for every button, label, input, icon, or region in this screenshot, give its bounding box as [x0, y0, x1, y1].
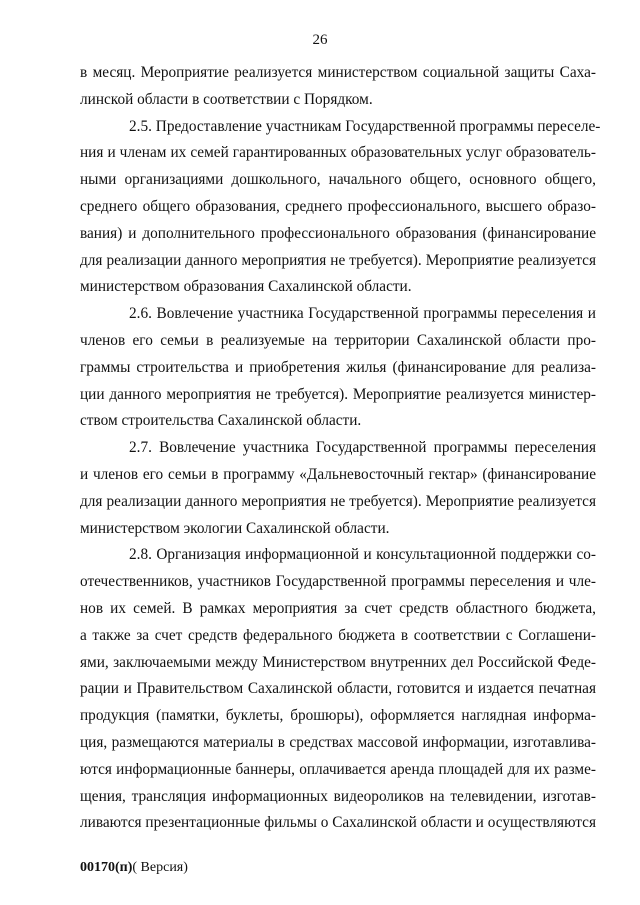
- text-line: ются информационные баннеры, оплачивается аренда площадей для их разме-: [80, 760, 596, 778]
- text-line: продукция (памятки, буклеты, брошюры), оформляется наглядная информа-: [80, 707, 596, 725]
- text-line: нов их семей. В рамках мероприятия за счет средств областного бюджета,: [80, 599, 596, 617]
- document-body: [80, 60, 601, 837]
- text-line: в месяц. Мероприятие реализуется министерством социальной защиты Саха-: [80, 64, 596, 81]
- text-line: 2.6. Вовлечение участника Государственной программы переселения и: [129, 305, 596, 323]
- text-line: рации и Правительством Сахалинской области, готовится и издается печатная: [80, 680, 596, 698]
- text-line: ливаются презентационные фильмы о Сахалинской области и осуществляются: [80, 814, 596, 832]
- text-line: отечественников, участников Государственной программы переселения и чле-: [80, 573, 596, 591]
- page-number: 26: [312, 32, 328, 48]
- document-footer: [80, 859, 188, 877]
- text-line: министерством экологии Сахалинской области.: [80, 519, 390, 537]
- text-line: 2.7. Вовлечение участника Государственной программы переселения: [129, 439, 596, 457]
- text-line: и членов его семьи в программу «Дальневосточный гектар» (финансирование: [80, 465, 596, 483]
- text-line: для реализации данного мероприятия не требуется). Мероприятие реализуется: [80, 251, 596, 269]
- text-line: министерством образования Сахалинской области.: [80, 278, 412, 296]
- text-line: вания) и дополнительного профессионального образования (финансирование: [80, 224, 596, 242]
- text-line: линской области в соответствии с Порядком.: [80, 90, 373, 108]
- text-line: для реализации данного мероприятия не требуется). Мероприятие реализуется: [80, 492, 596, 510]
- text-line: среднего общего образования, среднего профессионального, высшего образо-: [80, 197, 596, 215]
- footer-version-label: ( Версия): [132, 860, 188, 875]
- text-line: ния и членам их семей гарантированных образовательных услуг образователь-: [80, 144, 596, 162]
- text-line: членов его семьи в реализуемые на территории Сахалинской области про-: [80, 331, 596, 349]
- footer-document-code: 00170(п): [80, 860, 133, 875]
- text-line: а также за счет средств федерального бюджета в соответствии с Соглашени-: [80, 626, 596, 644]
- text-line: ции данного мероприятия не требуется). Мероприятие реализуется министер-: [80, 385, 596, 403]
- text-line: ными организациями дошкольного, начального общего, основного общего,: [80, 171, 596, 189]
- text-line: граммы строительства и приобретения жилья (финансирование для реализа-: [80, 358, 596, 376]
- text-line: ством строительства Сахалинской области.: [80, 412, 362, 430]
- text-line: 2.5. Предоставление участникам Государственной программы переселе-: [129, 117, 601, 135]
- text-line: ями, заключаемыми между Министерством внутренних дел Российской Феде-: [80, 653, 596, 671]
- text-line: 2.8. Организация информационной и консультационной поддержки со-: [129, 546, 596, 564]
- text-line: ция, размещаются материалы в средствах массовой информации, изготавлива-: [80, 733, 596, 751]
- text-line: щения, трансляция информационных видеороликов на телевидении, изготав-: [80, 787, 596, 805]
